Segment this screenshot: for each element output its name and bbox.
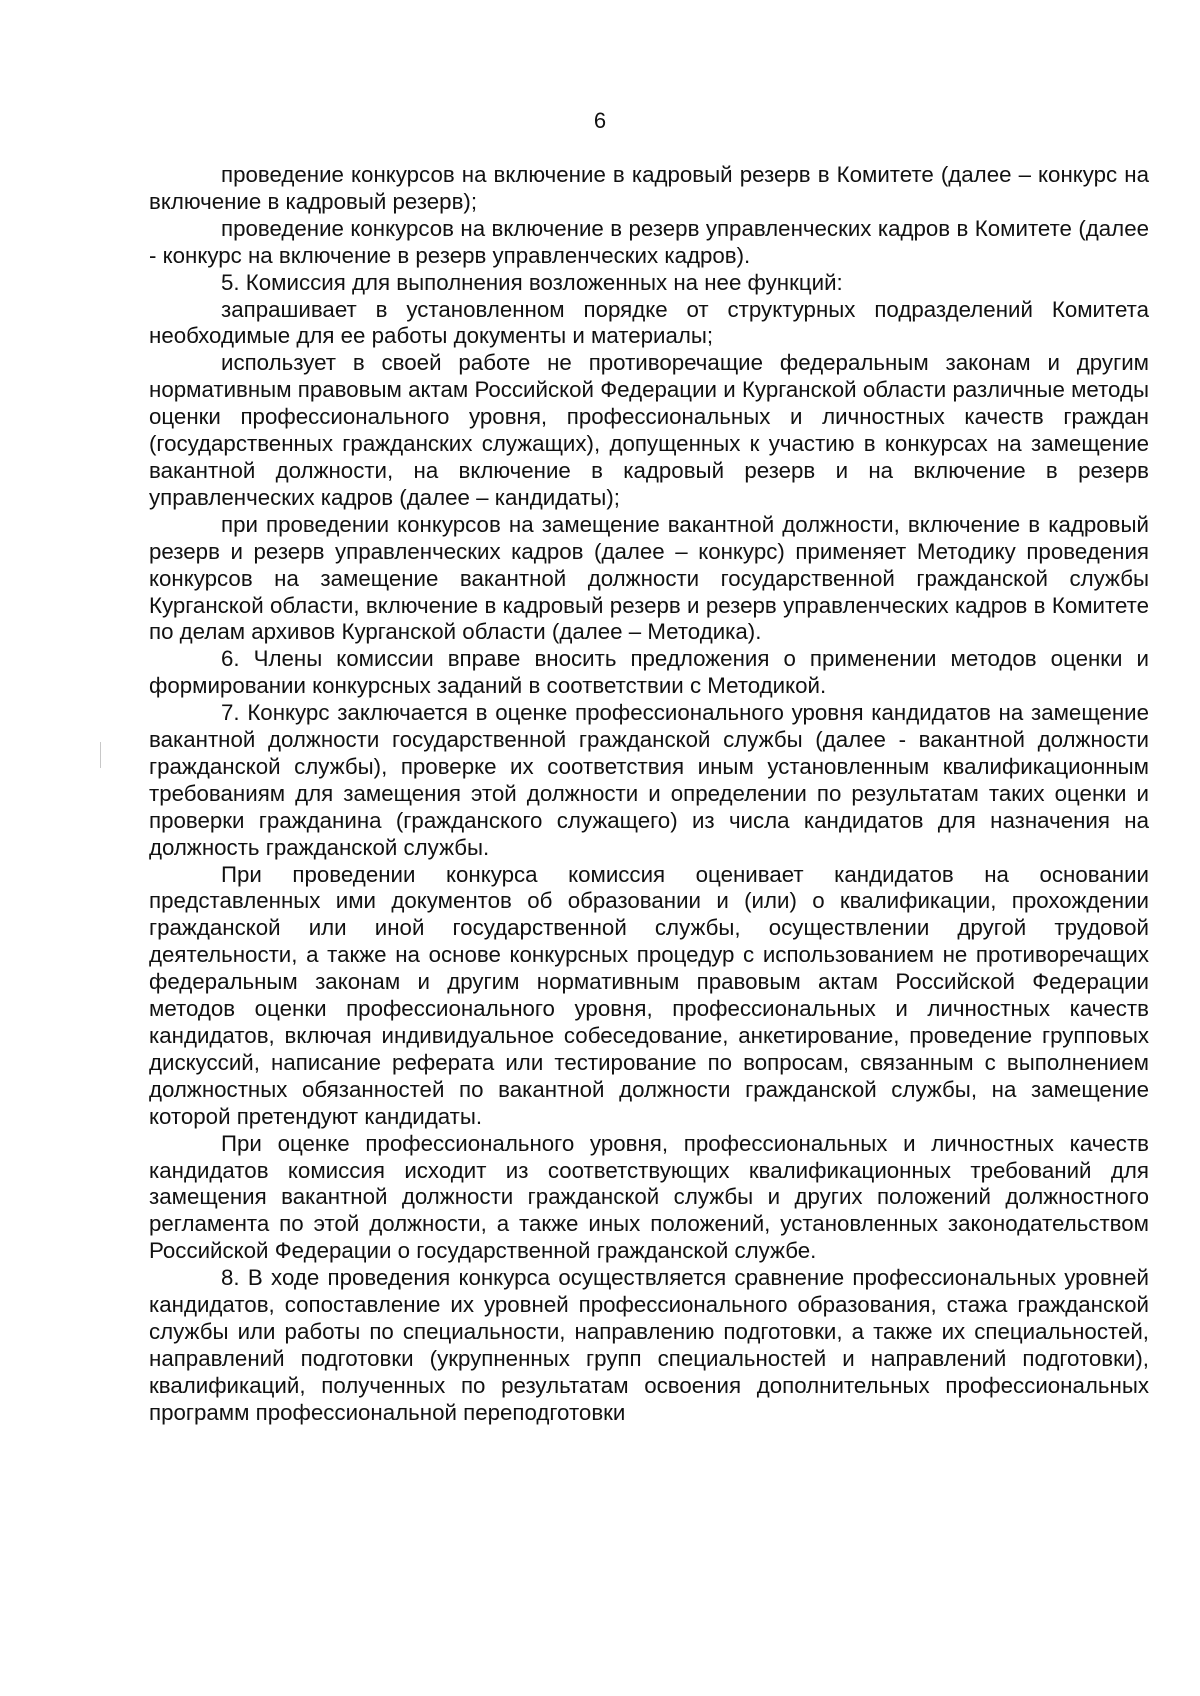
page-number: 6 bbox=[593, 108, 607, 133]
paragraph: проведение конкурсов на включение в резерв управленческих кадров в Комитете (далее - конкурс на включение в резерв управленческих кадров). bbox=[149, 215, 1149, 268]
paragraph: использует в своей работе не противоречащие федеральным законам и другим нормативным правовым актам Российской Федерации и Курганской области различные методы оценки профессионального уровня, профессиональных и личностных качеств граждан (государственных гражданских служащих), допущенных к участию в конкурсах на замещение вакантной должности, на включение в кадровый резерв и на включение в резерв управленческих кадров (далее – кандидаты); bbox=[149, 350, 1149, 510]
paragraph: При проведении конкурса комиссия оценивает кандидатов на основании представленных ими документов об образовании и (или) о квалификации, прохождении гражданской или иной государственной службы, осуществлении другой трудовой деятельности, а также на основе конкурсных процедур с использованием не противоречащих федеральным законам и другим нормативным правовым актам Российской Федерации методов оценки профессионального уровня, профессиональных и личностных качеств кандидатов, включая индивидуальное собеседование, анкетирование, проведение групповых дискуссий, написание реферата или тестирование по вопросам, связанным с выполнением должностных обязанностей по вакантной должности гражданской службы, на замещение которой претендуют кандидаты. bbox=[149, 861, 1149, 1129]
paragraph: запрашивает в установленном порядке от структурных подразделений Комитета необходимые для ее работы документы и материалы; bbox=[149, 296, 1149, 349]
paragraph: при проведении конкурсов на замещение вакантной должности, включение в кадровый резерв и резерв управленческих кадров (далее – конкурс) применяет Методику проведения конкурсов на замещение вакантной должности государственной гражданской службы Курганской области, включение в кадровый резерв и резерв управленческих кадров в Комитете по делам архивов Курганской области (далее – Методика). bbox=[149, 511, 1149, 645]
paragraph: проведение конкурсов на включение в кадровый резерв в Комитете (далее – конкурс на включение в кадровый резерв); bbox=[149, 162, 1149, 214]
paragraph: 6. Члены комиссии вправе вносить предложения о применении методов оценки и формировании конкурсных заданий в соответствии с Методикой. bbox=[149, 646, 1149, 699]
scan-artifact bbox=[100, 742, 101, 768]
document-body bbox=[149, 162, 1149, 1427]
paragraph: 7. Конкурс заключается в оценке профессионального уровня кандидатов на замещение вакантной должности государственной гражданской службы (далее - вакантной должности гражданской службы), проверке их соответствия иным установленным квалификационным требованиям для замещения этой должности и определении по результатам таких оценки и проверки гражданина (гражданского служащего) из числа кандидатов для назначения на должность гражданской службы. bbox=[149, 700, 1149, 860]
paragraph: 8. В ходе проведения конкурса осуществляется сравнение профессиональных уровней кандидатов, сопоставление их уровней профессионального образования, стажа гражданской службы или работы по специальности, направлению подготовки, а также их специальностей, направлений подготовки (укрупненных групп специальностей и направлений подготовки), квалификаций, полученных по результатам освоения дополнительных профессиональных программ профессиональной переподготовки bbox=[149, 1265, 1149, 1425]
paragraph: При оценке профессионального уровня, профессиональных и личностных качеств кандидатов комиссия исходит из соответствующих квалификационных требований для замещения вакантной должности гражданской службы и других положений должностного регламента по этой должности, а также иных положений, установленных законодательством Российской Федерации о государственной гражданской службе. bbox=[149, 1130, 1149, 1264]
paragraph: 5. Комиссия для выполнения возложенных на нее функций: bbox=[221, 269, 843, 295]
